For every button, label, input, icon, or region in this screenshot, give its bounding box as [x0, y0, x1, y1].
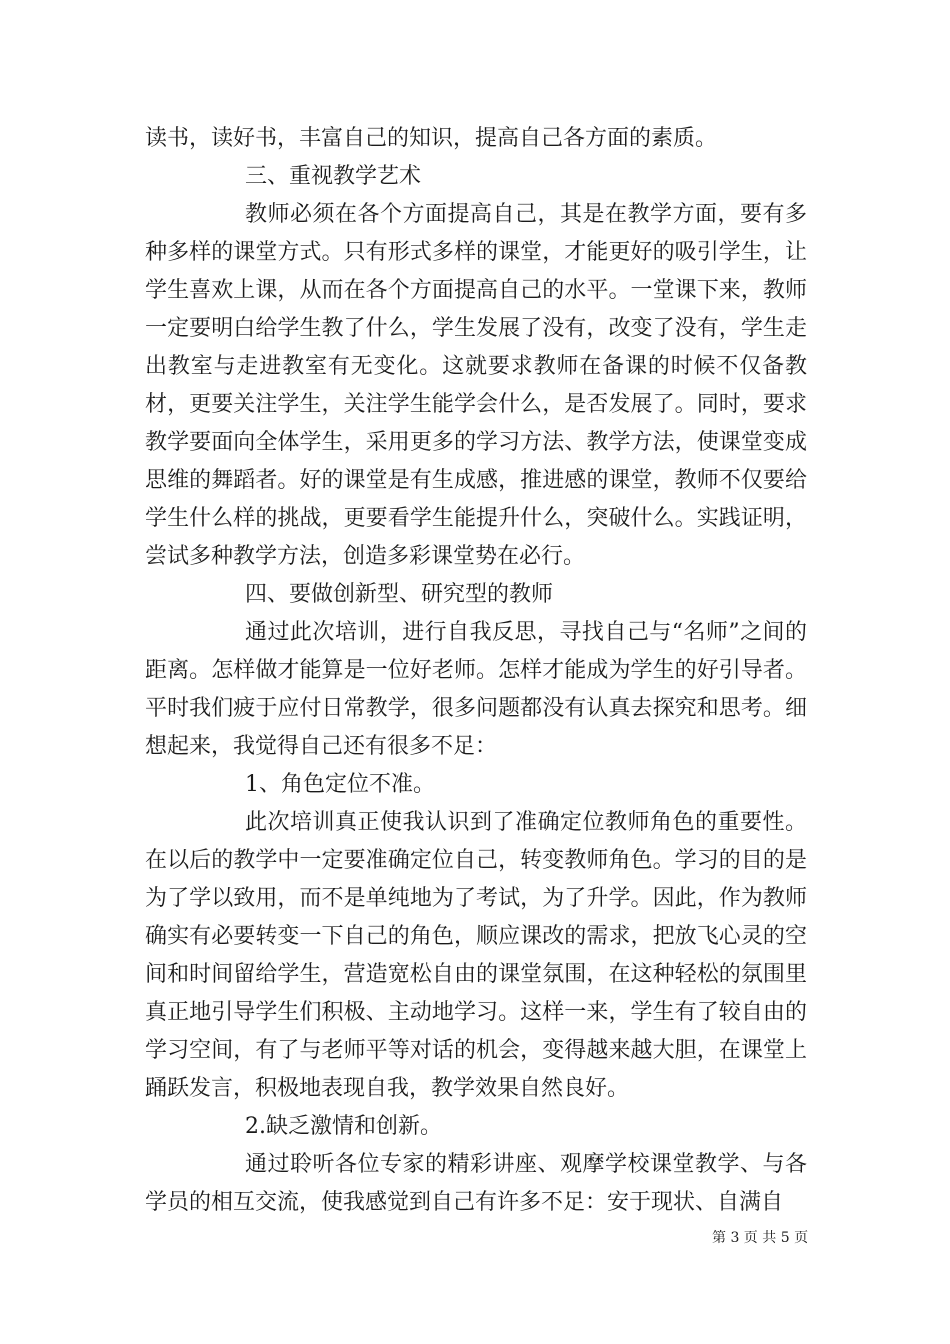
section-heading-3: 三、重视教学艺术	[245, 164, 422, 189]
subheading-1: 1、角色定位不准。	[245, 772, 435, 797]
page-number: 第 3 页 共 5 页	[712, 1230, 809, 1246]
paragraph-2: 教师必须在各个方面提高自己，其是在教学方面，要有多种多样的课堂方式。只有形式多样的课堂，才能更好的吸引学生，让学生喜欢上课，从而在各个方面提高自己的水平。一堂课下来，教师一定要明白给学生教了什么，学生发展了没有，改变了没有，学生走出教室与走进教室有无变化。这就要求教师在备课的时候不仅备教材，更要关注学生，关注学生能学会什么，是否发展了。同时，要求教学要面向全体学生，采用更多的学习方法、教学方法，使课堂变成思维的舞蹈者。好的课堂是有生成感，推进感的课堂，教师不仅要给学生什么样的挑战，更要看学生能提升什么，突破什么。实践证明，尝试多种教学方法，创造多彩课堂势在必行。	[145, 202, 807, 569]
paragraph-5: 通过聆听各位专家的精彩讲座、观摩学校课堂教学、与各学员的相互交流，使我感觉到自己有许多不足：安于现状、自满自	[145, 1152, 807, 1215]
paragraph-1: 读书，读好书，丰富自己的知识，提高自己各方面的素质。	[145, 126, 718, 151]
paragraph-3: 通过此次培训，进行自我反思，寻找自己与“名师”之间的距离。怎样做才能算是一位好老师。怎样才能成为学生的好引导者。平时我们疲于应付日常教学，很多问题都没有认真去探究和思考。细想起来，我觉得自己还有很多不足：	[145, 620, 807, 759]
section-heading-4: 四、要做创新型、研究型的教师	[245, 582, 554, 607]
paragraph-4: 此次培训真正使我认识到了准确定位教师角色的重要性。在以后的教学中一定要准确定位自己，转变教师角色。学习的目的是为了学以致用，而不是单纯地为了考试，为了升学。因此，作为教师确实有必要转变一下自己的角色，顺应课改的需求，把放飞心灵的空间和时间留给学生，营造宽松自由的课堂氛围，在这种轻松的氛围里真正地引导学生们积极、主动地学习。这样一来，学生有了较自由的学习空间，有了与老师平等对话的机会，变得越来越大胆，在课堂上踊跃发言，积极地表现自我，教学效果自然良好。	[145, 810, 807, 1101]
subheading-2: 2.缺乏激情和创新。	[245, 1114, 442, 1139]
document-body	[145, 120, 807, 1222]
